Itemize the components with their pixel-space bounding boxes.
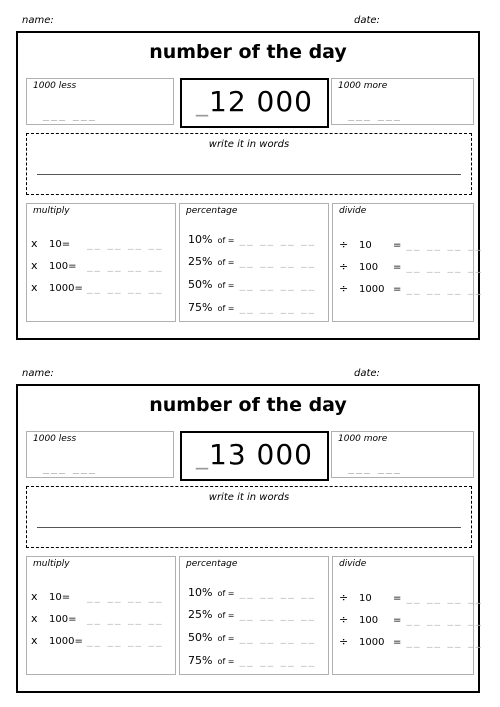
percentage-row: 75% of = __ __ __ __ xyxy=(188,654,317,667)
number-underscore: _ xyxy=(196,89,209,117)
multiply-row: x 1000= __ __ __ __ xyxy=(31,281,164,294)
write-in-words-line xyxy=(37,527,461,528)
multiply-row: x 100= __ __ __ __ xyxy=(31,612,164,625)
percentage-label: percentage xyxy=(186,206,238,216)
multiply-label: multiply xyxy=(33,559,70,569)
percentage-box xyxy=(179,556,329,675)
thousand-less-label: 1000 less xyxy=(33,434,77,444)
thousand-more-label: 1000 more xyxy=(338,434,388,444)
percentage-row: 25% of = __ __ __ __ xyxy=(188,608,317,621)
number-underscore: _ xyxy=(196,442,209,470)
multiply-row: x 1000= __ __ __ __ xyxy=(31,634,164,647)
thousand-less-answer: ___ ___ xyxy=(43,107,97,121)
multiply-label: multiply xyxy=(33,206,70,216)
worksheet-frame xyxy=(16,31,483,340)
divide-box xyxy=(332,556,483,675)
date-label: date: xyxy=(354,15,380,26)
percentage-label: percentage xyxy=(186,559,238,569)
thousand-more-box xyxy=(331,431,474,478)
write-in-words-box xyxy=(26,486,472,548)
divide-row: ÷ 1000 = __ __ __ __ xyxy=(339,282,483,295)
number-value: 12 000 xyxy=(209,85,313,118)
multiply-row: x 10= __ __ __ __ xyxy=(31,590,164,603)
number-of-day-box xyxy=(180,78,329,128)
number-of-day-box xyxy=(180,431,329,481)
divide-row: ÷ 100 = __ __ __ __ xyxy=(339,613,483,626)
multiply-box xyxy=(26,203,176,322)
worksheet-1 xyxy=(0,0,500,353)
number-of-day xyxy=(182,85,327,118)
divide-row: ÷ 1000 = __ __ __ __ xyxy=(339,635,483,648)
thousand-less-box xyxy=(26,431,174,478)
number-of-day xyxy=(182,438,327,471)
write-in-words-label: write it in words xyxy=(208,139,290,150)
percentage-row: 10% of = __ __ __ __ xyxy=(188,233,317,246)
percentage-row: 75% of = __ __ __ __ xyxy=(188,301,317,314)
divide-row: ÷ 100 = __ __ __ __ xyxy=(339,260,483,273)
percentage-row: 50% of = __ __ __ __ xyxy=(188,631,317,644)
divide-label: divide xyxy=(339,206,367,216)
worksheet-2 xyxy=(0,353,500,706)
date-label: date: xyxy=(354,368,380,379)
page-title: number of the day xyxy=(149,394,347,416)
percentage-row: 10% of = __ __ __ __ xyxy=(188,586,317,599)
number-value: 13 000 xyxy=(209,438,313,471)
multiply-box xyxy=(26,556,176,675)
thousand-more-box xyxy=(331,78,474,125)
divide-box xyxy=(332,203,483,322)
write-in-words-label: write it in words xyxy=(208,492,290,503)
name-label: name: xyxy=(22,368,54,379)
thousand-less-answer: ___ ___ xyxy=(43,460,97,474)
multiply-row: x 100= __ __ __ __ xyxy=(31,259,164,272)
divide-label: divide xyxy=(339,559,367,569)
worksheet-frame xyxy=(16,384,483,693)
thousand-less-box xyxy=(26,78,174,125)
thousand-more-label: 1000 more xyxy=(338,81,388,91)
divide-row: ÷ 10 = __ __ __ __ xyxy=(339,591,483,604)
name-label: name: xyxy=(22,15,54,26)
write-in-words-line xyxy=(37,174,461,175)
multiply-row: x 10= __ __ __ __ xyxy=(31,237,164,250)
thousand-more-answer: ___ ___ xyxy=(348,460,402,474)
divide-row: ÷ 10 = __ __ __ __ xyxy=(339,238,483,251)
thousand-less-label: 1000 less xyxy=(33,81,77,91)
percentage-box xyxy=(179,203,329,322)
thousand-more-answer: ___ ___ xyxy=(348,107,402,121)
page-title: number of the day xyxy=(149,41,347,63)
percentage-row: 50% of = __ __ __ __ xyxy=(188,278,317,291)
percentage-row: 25% of = __ __ __ __ xyxy=(188,255,317,268)
write-in-words-box xyxy=(26,133,472,195)
